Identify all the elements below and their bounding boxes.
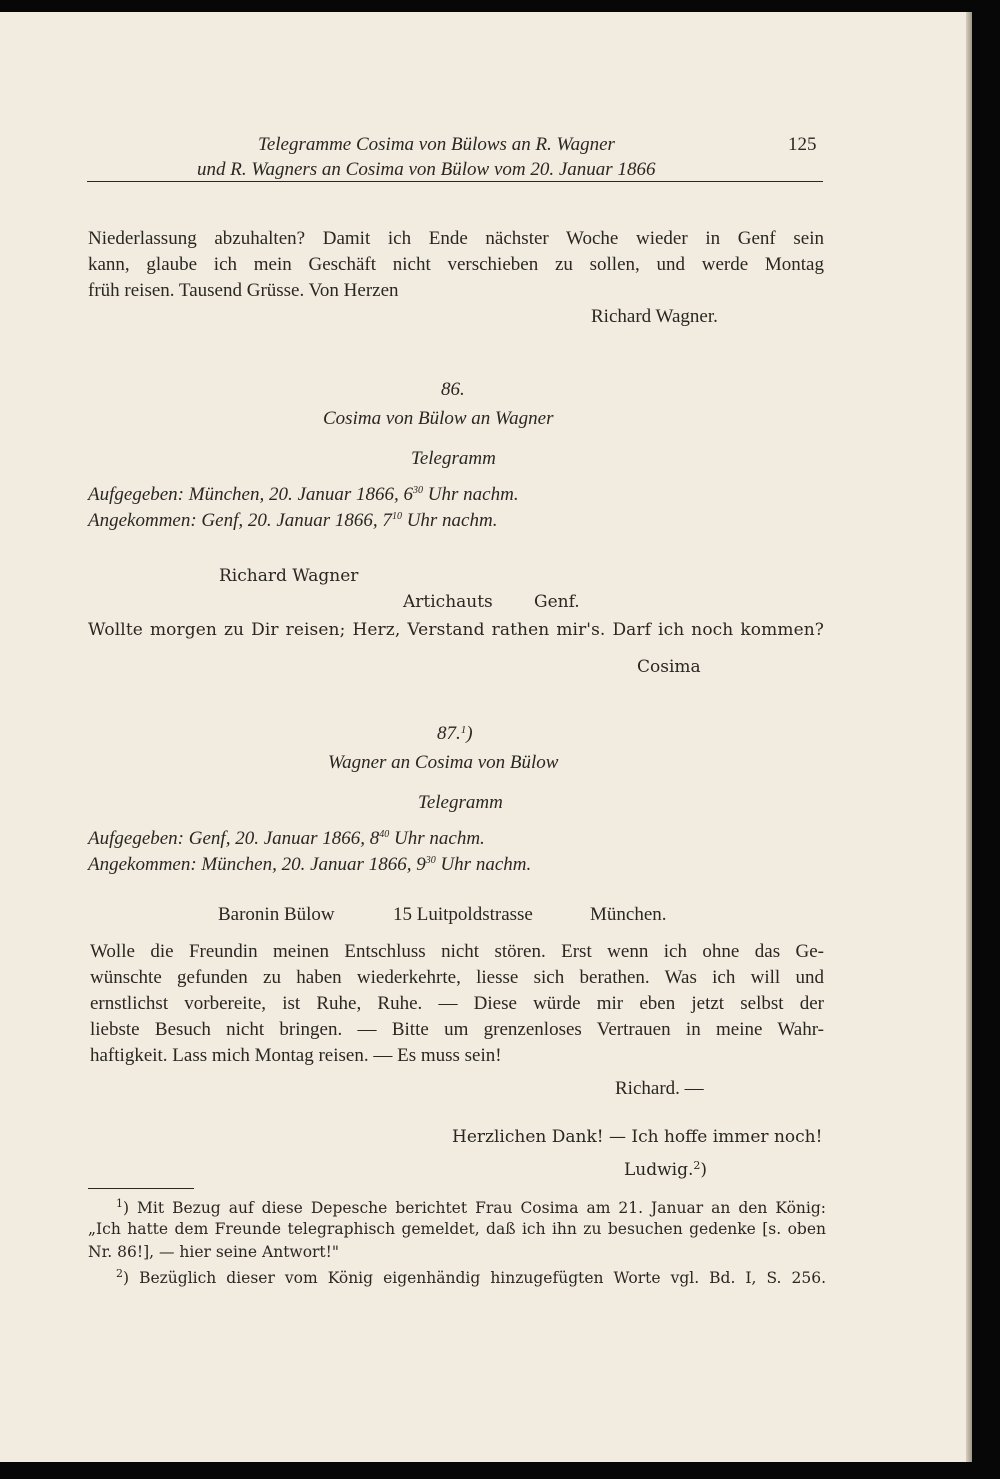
footnote-1-line-1: $^1$) Mit Bezug auf diese Depesche berichtet Frau Cosima am 21. Januar an den König:	[116, 1197, 826, 1217]
letter-86-address-city: Genf.	[534, 592, 580, 612]
intro-line-1: Niederlassung abzuhalten? Damit ich Ende nächster Woche wieder in Genf sein	[88, 228, 824, 249]
page-edge	[966, 12, 972, 1462]
running-header-line1: Telegramme Cosima von Bülows an R. Wagner	[258, 134, 615, 155]
letter-87-line-2: wünschte gefunden zu haben wiederkehrte, liesse sich berathen. Was ich will und	[90, 967, 824, 988]
letter-87-address-street: 15 Luitpoldstrasse	[393, 904, 533, 925]
intro-line-3: früh reisen. Tausend Grüsse. Von Herzen	[88, 280, 399, 301]
footnote-1-line-2: „Ich hatte dem Freunde telegraphisch gemeldet, daß ich ihn zu besuchen gedenke [s. oben	[88, 1220, 826, 1238]
footnote-rule	[88, 1188, 194, 1189]
letter-86-number: 86.	[441, 379, 465, 400]
letter-87-title: Wagner an Cosima von Bülow	[328, 752, 559, 773]
letter-86-message: Wollte morgen zu Dir reisen; Herz, Verstand rathen mir's. Darf ich noch kommen?	[88, 620, 824, 640]
letter-86-kind: Telegramm	[411, 448, 496, 469]
letter-87-line-5: haftigkeit. Lass mich Montag reisen. — Es muss sein!	[90, 1045, 502, 1066]
footnote-ref-2: 2	[693, 1159, 701, 1172]
book-page	[0, 12, 972, 1462]
letter-86-sent: Aufgegeben: München, 20. Januar 1866, $6^{30}$ Uhr nachm.	[88, 484, 519, 505]
letter-87-line-4: liebste Besuch nicht bringen. — Bitte um grenzenloses Vertrauen in meine Wahr-	[90, 1019, 824, 1040]
letter-86-address-place: Artichauts	[403, 592, 493, 612]
letter-87-sent: Aufgegeben: Genf, 20. Januar 1866, $8^{40}$ Uhr nachm.	[88, 828, 485, 849]
letter-87-kind: Telegramm	[418, 792, 503, 813]
intro-line-2: kann, glaube ich mein Geschäft nicht verschieben zu sollen, und werde Montag	[88, 254, 824, 275]
intro-signature: Richard Wagner.	[591, 306, 718, 327]
letter-87-signature: Richard. —	[615, 1078, 704, 1099]
letter-87-address-city: München.	[590, 904, 667, 925]
letter-86-title: Cosima von Bülow an Wagner	[323, 408, 554, 429]
footnote-ref-1: 1	[460, 724, 467, 736]
header-rule	[87, 181, 823, 182]
letter-86-signature: Cosima	[637, 657, 701, 677]
king-signature: Ludwig.$^2$)	[624, 1159, 708, 1180]
footnote-2: $^2$) Bezüglich dieser vom König eigenhändig hinzugefügten Worte vgl. Bd. I, S. 256.	[116, 1267, 826, 1287]
letter-86-received: Angekommen: Genf, 20. Januar 1866, $7^{10}$ Uhr nachm.	[88, 510, 498, 531]
page-number: 125	[788, 134, 817, 155]
letter-87-received: Angekommen: München, 20. Januar 1866, $9^{30}$ Uhr nachm.	[88, 854, 532, 875]
letter-86-addressee: Richard Wagner	[219, 566, 359, 586]
letter-87-number: 87.$^1$)	[437, 723, 473, 744]
running-header-line2: und R. Wagners an Cosima von Bülow vom 20. Januar 1866	[197, 159, 656, 180]
king-reply: Herzlichen Dank! — Ich hoffe immer noch!	[452, 1127, 823, 1147]
footnote-1-line-3: Nr. 86!], — hier seine Antwort!"	[88, 1243, 340, 1261]
letter-87-line-3: ernstlichst vorbereite, ist Ruhe, Ruhe. — Diese würde mir eben jetzt selbst der	[90, 993, 824, 1014]
letter-87-line-1: Wolle die Freundin meinen Entschluss nicht stören. Erst wenn ich ohne das Ge-	[90, 941, 824, 962]
letter-87-addressee: Baronin Bülow	[218, 904, 335, 925]
